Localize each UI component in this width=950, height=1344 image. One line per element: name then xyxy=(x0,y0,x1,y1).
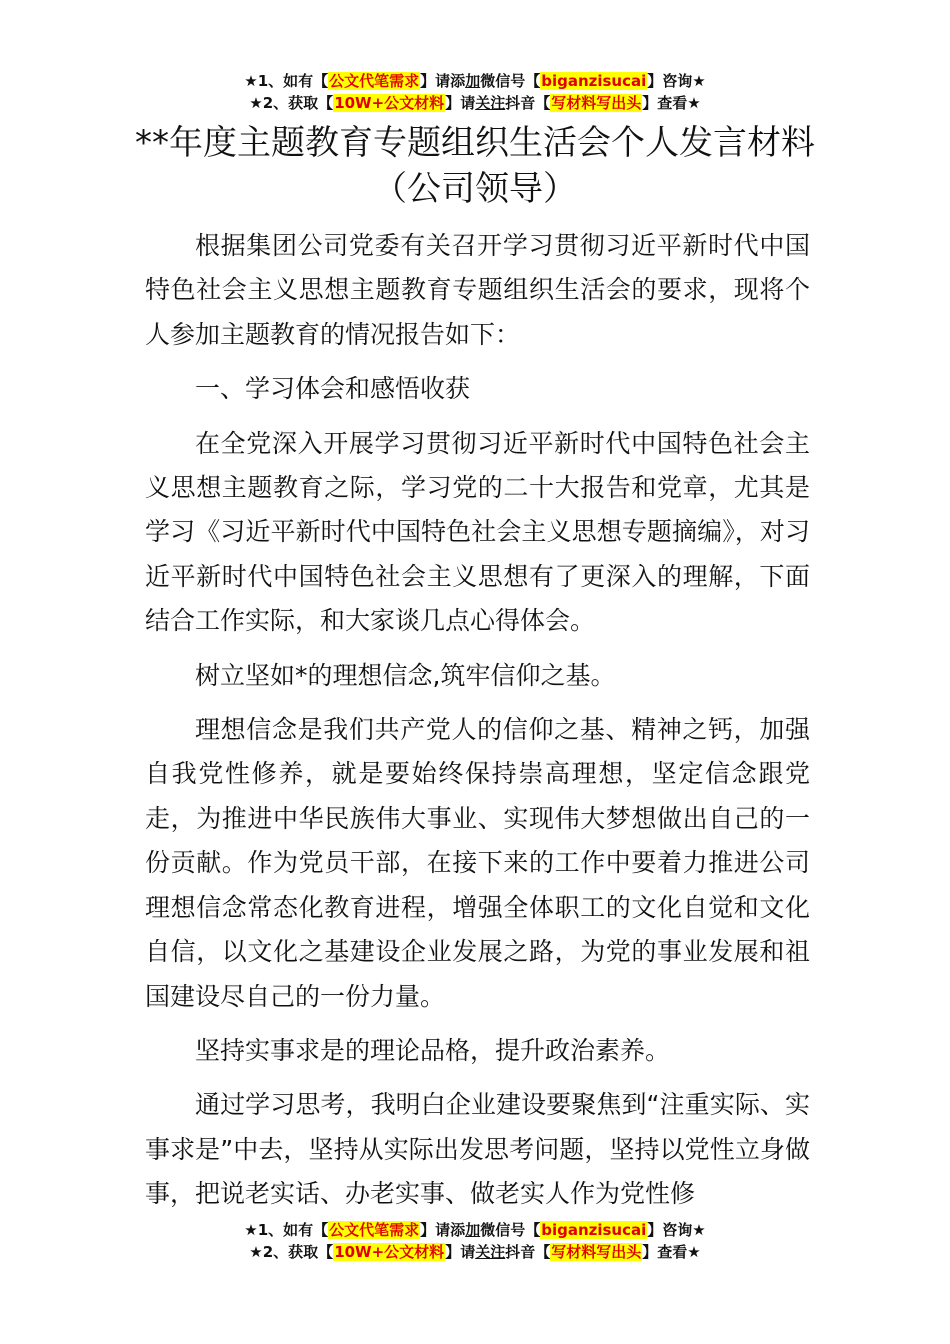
banner-highlight: 10W+公文材料 xyxy=(334,94,445,112)
section-heading: 一、学习体会和感悟收获 xyxy=(195,374,471,404)
banner-highlight: 写材料写出头 xyxy=(551,1243,642,1261)
banner-line-2 xyxy=(0,92,950,114)
paragraph: 在全党深入开展学习贯彻习近平新时代中国特色社会主义思想主题教育之际，学习党的二十大报告和党章，尤其是学习《习近平新时代中国特色社会主义思想专题摘编》，对习近平新时代中国特色社会主义思想有了更深入的理解，下面结合工作实际，和大家谈几点心得体会。 xyxy=(145,428,810,636)
banner-text: ★2、获取【 xyxy=(249,94,334,112)
banner-highlight: 公文代笔需求 xyxy=(329,1221,420,1239)
banner-text: 抖音【 xyxy=(505,94,551,112)
banner-text: 】请添 xyxy=(420,72,466,90)
banner-highlight: 写材料写出头 xyxy=(551,94,642,112)
banner-text: 】查看★ xyxy=(642,94,701,112)
banner-text: 】请 xyxy=(445,1243,476,1261)
banner-line-1 xyxy=(0,1219,950,1241)
banner-emphasis: 关注 xyxy=(475,1243,506,1261)
banner-highlight: biganzisucai xyxy=(541,72,647,90)
banner-text: 微信号【 xyxy=(480,72,541,90)
banner-text: 】查看★ xyxy=(642,1243,701,1261)
banner-highlight: 10W+公文材料 xyxy=(334,1243,445,1261)
document-body xyxy=(145,224,810,1227)
banner-text: 】请 xyxy=(445,94,476,112)
document-title: **年度主题教育专题组织生活会个人发言材料（公司领导） xyxy=(135,123,815,209)
banner-text: ★2、获取【 xyxy=(249,1243,334,1261)
banner-text: 】咨询★ xyxy=(647,72,706,90)
banner-line-2 xyxy=(0,1241,950,1263)
header-ad-banner xyxy=(0,70,950,114)
banner-highlight: 公文代笔需求 xyxy=(329,72,420,90)
paragraph: 通过学习思考，我明白企业建设要聚焦到“注重实际、实事求是”中去，坚持从实际出发思考问题，坚持以党性立身做事，把说老实话、办老实事、做老实人作为党性修 xyxy=(145,1090,810,1209)
paragraph: 根据集团公司党委有关召开学习贯彻习近平新时代中国特色社会主义思想主题教育专题组织生活会的要求，现将个人参加主题教育的情况报告如下： xyxy=(145,231,810,349)
banner-emphasis: 关注 xyxy=(475,94,506,112)
banner-text: 微信号【 xyxy=(480,1221,541,1239)
subsection-heading: 树立坚如*的理想信念,筑牢信仰之基。 xyxy=(195,660,616,690)
banner-emphasis: 加 xyxy=(465,72,481,90)
banner-text: 】咨询★ xyxy=(647,1221,706,1239)
banner-text: ★1、如有【 xyxy=(244,72,329,90)
banner-emphasis: 加 xyxy=(465,1221,481,1239)
subsection-heading: 坚持实事求是的理论品格，提升政治素养。 xyxy=(195,1035,671,1065)
banner-line-1 xyxy=(0,70,950,92)
banner-text: 】请添 xyxy=(420,1221,466,1239)
footer-ad-banner xyxy=(0,1219,950,1263)
banner-text: 抖音【 xyxy=(505,1243,551,1261)
banner-text: ★1、如有【 xyxy=(244,1221,329,1239)
paragraph: 理想信念是我们共产党人的信仰之基、精神之钙，加强自我党性修养，就是要始终保持崇高理想，坚定信念跟党走，为推进中华民族伟大事业、实现伟大梦想做出自己的一份贡献。作为党员干部，在接下来的工作中要着力推进公司理想信念常态化教育进程，增强全体职工的文化自觉和文化自信，以文化之基建设企业发展之路，为党的事业发展和祖国建设尽自己的一份力量。 xyxy=(145,715,810,1011)
banner-highlight: biganzisucai xyxy=(541,1221,647,1239)
